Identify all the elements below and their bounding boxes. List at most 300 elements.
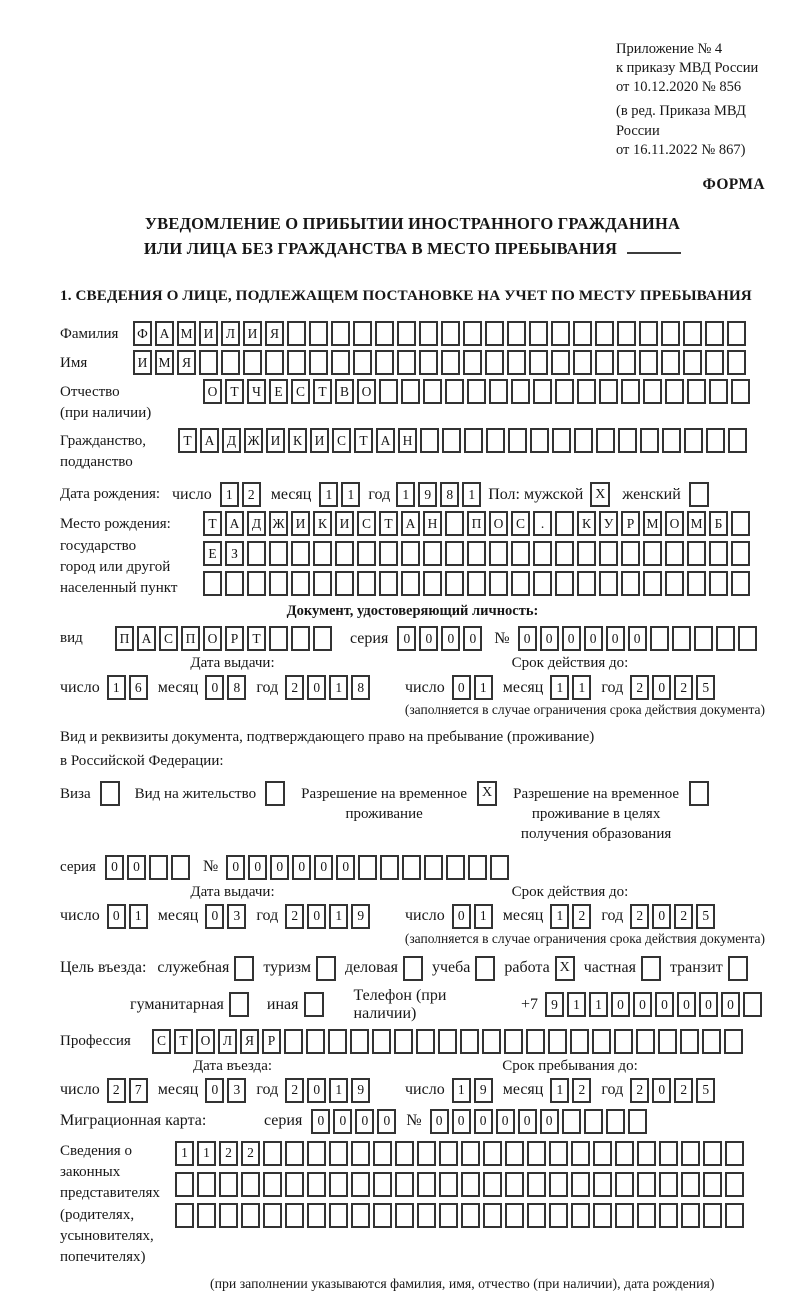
char-cell[interactable] — [549, 1172, 568, 1197]
char-cell[interactable] — [485, 321, 504, 346]
char-cell[interactable] — [175, 1172, 194, 1197]
purpose-work-checkbox[interactable]: X — [555, 956, 575, 981]
char-cell[interactable] — [643, 379, 662, 404]
char-cell[interactable]: 2 — [674, 675, 693, 700]
char-cell[interactable]: 5 — [696, 904, 715, 929]
char-cell[interactable]: Т — [354, 428, 373, 453]
char-cell[interactable]: . — [533, 511, 552, 536]
char-cell[interactable]: 1 — [129, 904, 148, 929]
char-cell[interactable] — [599, 379, 618, 404]
char-cell[interactable]: 9 — [418, 482, 437, 507]
char-cell[interactable] — [467, 571, 486, 596]
char-cell[interactable]: 0 — [441, 626, 460, 651]
char-cell[interactable] — [269, 541, 288, 566]
char-cell[interactable] — [665, 541, 684, 566]
char-cell[interactable] — [681, 1141, 700, 1166]
char-cell[interactable] — [614, 1029, 633, 1054]
char-cell[interactable] — [401, 379, 420, 404]
char-cell[interactable] — [555, 379, 574, 404]
char-cell[interactable] — [380, 855, 399, 880]
char-cell[interactable]: К — [313, 511, 332, 536]
char-cell[interactable] — [375, 350, 394, 375]
char-cell[interactable] — [687, 541, 706, 566]
char-cell[interactable] — [313, 626, 332, 651]
char-cell[interactable] — [637, 1141, 656, 1166]
char-cell[interactable] — [650, 626, 669, 651]
purpose-other-checkbox[interactable] — [304, 992, 324, 1017]
char-cell[interactable]: Н — [423, 511, 442, 536]
char-cell[interactable]: 0 — [452, 904, 471, 929]
char-cell[interactable] — [353, 321, 372, 346]
char-cell[interactable] — [661, 321, 680, 346]
char-cell[interactable]: Р — [262, 1029, 281, 1054]
char-cell[interactable] — [640, 428, 659, 453]
char-cell[interactable]: И — [266, 428, 285, 453]
char-cell[interactable] — [461, 1203, 480, 1228]
char-cell[interactable]: А — [200, 428, 219, 453]
char-cell[interactable] — [530, 428, 549, 453]
char-cell[interactable]: Т — [313, 379, 332, 404]
char-cell[interactable] — [446, 855, 465, 880]
char-cell[interactable] — [505, 1141, 524, 1166]
purpose-official-checkbox[interactable] — [234, 956, 254, 981]
char-cell[interactable]: С — [159, 626, 178, 651]
char-cell[interactable] — [335, 571, 354, 596]
char-cell[interactable]: 1 — [329, 675, 348, 700]
char-cell[interactable]: 0 — [107, 904, 126, 929]
char-cell[interactable]: 2 — [107, 1078, 126, 1103]
char-cell[interactable]: 2 — [674, 904, 693, 929]
char-cell[interactable] — [171, 855, 190, 880]
char-cell[interactable]: Е — [269, 379, 288, 404]
char-cell[interactable]: 0 — [248, 855, 267, 880]
char-cell[interactable]: 1 — [567, 992, 586, 1017]
char-cell[interactable]: Т — [174, 1029, 193, 1054]
char-cell[interactable] — [573, 321, 592, 346]
char-cell[interactable] — [725, 1141, 744, 1166]
char-cell[interactable] — [511, 541, 530, 566]
char-cell[interactable]: А — [376, 428, 395, 453]
char-cell[interactable]: 2 — [285, 1078, 304, 1103]
char-cell[interactable]: 0 — [699, 992, 718, 1017]
char-cell[interactable]: С — [511, 511, 530, 536]
char-cell[interactable] — [463, 350, 482, 375]
char-cell[interactable]: С — [152, 1029, 171, 1054]
char-cell[interactable] — [307, 1141, 326, 1166]
char-cell[interactable] — [694, 626, 713, 651]
char-cell[interactable] — [508, 428, 527, 453]
char-cell[interactable] — [681, 1203, 700, 1228]
char-cell[interactable] — [329, 1172, 348, 1197]
char-cell[interactable] — [309, 321, 328, 346]
char-cell[interactable]: М — [155, 350, 174, 375]
char-cell[interactable] — [291, 541, 310, 566]
char-cell[interactable] — [372, 1029, 391, 1054]
char-cell[interactable]: 0 — [496, 1109, 515, 1134]
char-cell[interactable] — [438, 1029, 457, 1054]
char-cell[interactable] — [291, 626, 310, 651]
char-cell[interactable] — [329, 1141, 348, 1166]
char-cell[interactable] — [379, 541, 398, 566]
char-cell[interactable] — [401, 541, 420, 566]
char-cell[interactable] — [574, 428, 593, 453]
char-cell[interactable]: Р — [621, 511, 640, 536]
char-cell[interactable] — [562, 1109, 581, 1134]
char-cell[interactable] — [445, 541, 464, 566]
char-cell[interactable] — [555, 511, 574, 536]
char-cell[interactable] — [511, 571, 530, 596]
purpose-humanitarian-checkbox[interactable] — [229, 992, 249, 1017]
char-cell[interactable]: 1 — [329, 1078, 348, 1103]
char-cell[interactable] — [599, 571, 618, 596]
char-cell[interactable] — [526, 1029, 545, 1054]
char-cell[interactable]: Я — [240, 1029, 259, 1054]
char-cell[interactable]: 0 — [606, 626, 625, 651]
char-cell[interactable]: 1 — [589, 992, 608, 1017]
char-cell[interactable]: 9 — [474, 1078, 493, 1103]
char-cell[interactable]: 5 — [696, 1078, 715, 1103]
char-cell[interactable]: О — [489, 511, 508, 536]
char-cell[interactable] — [357, 541, 376, 566]
char-cell[interactable] — [593, 1203, 612, 1228]
char-cell[interactable] — [592, 1029, 611, 1054]
char-cell[interactable] — [351, 1203, 370, 1228]
char-cell[interactable] — [617, 350, 636, 375]
purpose-transit-checkbox[interactable] — [728, 956, 748, 981]
char-cell[interactable] — [549, 1141, 568, 1166]
char-cell[interactable]: О — [357, 379, 376, 404]
char-cell[interactable] — [639, 350, 658, 375]
char-cell[interactable]: А — [401, 511, 420, 536]
char-cell[interactable]: 1 — [341, 482, 360, 507]
char-cell[interactable] — [684, 428, 703, 453]
char-cell[interactable]: 0 — [652, 904, 671, 929]
char-cell[interactable] — [247, 541, 266, 566]
char-cell[interactable] — [291, 571, 310, 596]
char-cell[interactable]: 1 — [572, 675, 591, 700]
char-cell[interactable] — [507, 321, 526, 346]
char-cell[interactable] — [731, 571, 750, 596]
char-cell[interactable] — [395, 1172, 414, 1197]
char-cell[interactable] — [351, 1172, 370, 1197]
char-cell[interactable]: 1 — [319, 482, 338, 507]
char-cell[interactable]: 9 — [545, 992, 564, 1017]
char-cell[interactable] — [373, 1172, 392, 1197]
char-cell[interactable]: 0 — [127, 855, 146, 880]
char-cell[interactable]: 2 — [630, 675, 649, 700]
char-cell[interactable]: К — [288, 428, 307, 453]
char-cell[interactable] — [731, 511, 750, 536]
char-cell[interactable]: И — [243, 321, 262, 346]
char-cell[interactable] — [395, 1203, 414, 1228]
char-cell[interactable] — [511, 379, 530, 404]
char-cell[interactable]: 0 — [419, 626, 438, 651]
char-cell[interactable] — [175, 1203, 194, 1228]
char-cell[interactable] — [577, 379, 596, 404]
char-cell[interactable] — [424, 855, 443, 880]
char-cell[interactable] — [595, 321, 614, 346]
char-cell[interactable]: 2 — [241, 1141, 260, 1166]
char-cell[interactable]: П — [467, 511, 486, 536]
char-cell[interactable] — [464, 428, 483, 453]
char-cell[interactable]: 0 — [721, 992, 740, 1017]
char-cell[interactable] — [394, 1029, 413, 1054]
char-cell[interactable] — [441, 350, 460, 375]
char-cell[interactable] — [269, 571, 288, 596]
char-cell[interactable]: С — [332, 428, 351, 453]
char-cell[interactable] — [199, 350, 218, 375]
char-cell[interactable]: 8 — [440, 482, 459, 507]
char-cell[interactable] — [241, 1172, 260, 1197]
char-cell[interactable] — [599, 541, 618, 566]
char-cell[interactable] — [596, 428, 615, 453]
char-cell[interactable] — [661, 350, 680, 375]
char-cell[interactable] — [397, 321, 416, 346]
char-cell[interactable] — [573, 350, 592, 375]
char-cell[interactable]: О — [203, 626, 222, 651]
char-cell[interactable] — [419, 350, 438, 375]
char-cell[interactable] — [680, 1029, 699, 1054]
char-cell[interactable] — [552, 428, 571, 453]
char-cell[interactable]: 5 — [696, 675, 715, 700]
purpose-tourism-checkbox[interactable] — [316, 956, 336, 981]
char-cell[interactable] — [555, 541, 574, 566]
char-cell[interactable] — [687, 571, 706, 596]
char-cell[interactable]: О — [196, 1029, 215, 1054]
char-cell[interactable] — [577, 541, 596, 566]
char-cell[interactable] — [490, 855, 509, 880]
char-cell[interactable] — [219, 1203, 238, 1228]
char-cell[interactable] — [420, 428, 439, 453]
char-cell[interactable] — [659, 1141, 678, 1166]
char-cell[interactable] — [659, 1172, 678, 1197]
char-cell[interactable] — [306, 1029, 325, 1054]
char-cell[interactable]: 0 — [584, 626, 603, 651]
char-cell[interactable]: 0 — [562, 626, 581, 651]
char-cell[interactable] — [423, 541, 442, 566]
char-cell[interactable]: Д — [222, 428, 241, 453]
char-cell[interactable] — [483, 1172, 502, 1197]
char-cell[interactable] — [373, 1203, 392, 1228]
char-cell[interactable]: 0 — [205, 904, 224, 929]
char-cell[interactable] — [489, 571, 508, 596]
char-cell[interactable]: 2 — [242, 482, 261, 507]
char-cell[interactable] — [606, 1109, 625, 1134]
char-cell[interactable] — [533, 379, 552, 404]
char-cell[interactable] — [643, 541, 662, 566]
char-cell[interactable] — [555, 571, 574, 596]
char-cell[interactable]: О — [665, 511, 684, 536]
char-cell[interactable]: Ч — [247, 379, 266, 404]
char-cell[interactable] — [243, 350, 262, 375]
char-cell[interactable] — [549, 1203, 568, 1228]
char-cell[interactable] — [423, 379, 442, 404]
char-cell[interactable]: Я — [177, 350, 196, 375]
char-cell[interactable] — [439, 1172, 458, 1197]
char-cell[interactable] — [197, 1172, 216, 1197]
char-cell[interactable]: У — [599, 511, 618, 536]
char-cell[interactable]: 0 — [652, 675, 671, 700]
char-cell[interactable] — [621, 541, 640, 566]
char-cell[interactable] — [687, 379, 706, 404]
char-cell[interactable] — [705, 321, 724, 346]
char-cell[interactable] — [350, 1029, 369, 1054]
char-cell[interactable] — [551, 350, 570, 375]
char-cell[interactable] — [577, 571, 596, 596]
char-cell[interactable]: С — [357, 511, 376, 536]
char-cell[interactable] — [595, 350, 614, 375]
char-cell[interactable] — [461, 1141, 480, 1166]
char-cell[interactable]: 0 — [655, 992, 674, 1017]
char-cell[interactable]: А — [155, 321, 174, 346]
char-cell[interactable] — [593, 1172, 612, 1197]
char-cell[interactable]: З — [225, 541, 244, 566]
char-cell[interactable]: Е — [203, 541, 222, 566]
char-cell[interactable]: 3 — [227, 1078, 246, 1103]
char-cell[interactable]: Л — [218, 1029, 237, 1054]
char-cell[interactable] — [263, 1172, 282, 1197]
char-cell[interactable]: 0 — [105, 855, 124, 880]
char-cell[interactable] — [402, 855, 421, 880]
char-cell[interactable] — [658, 1029, 677, 1054]
char-cell[interactable]: М — [177, 321, 196, 346]
char-cell[interactable]: Ж — [244, 428, 263, 453]
char-cell[interactable] — [445, 511, 464, 536]
char-cell[interactable] — [593, 1141, 612, 1166]
char-cell[interactable]: 1 — [197, 1141, 216, 1166]
char-cell[interactable]: 0 — [333, 1109, 352, 1134]
char-cell[interactable] — [379, 379, 398, 404]
char-cell[interactable] — [417, 1203, 436, 1228]
char-cell[interactable]: 2 — [572, 904, 591, 929]
char-cell[interactable] — [731, 541, 750, 566]
char-cell[interactable] — [527, 1141, 546, 1166]
char-cell[interactable] — [731, 379, 750, 404]
char-cell[interactable]: К — [577, 511, 596, 536]
char-cell[interactable] — [615, 1172, 634, 1197]
char-cell[interactable] — [485, 350, 504, 375]
char-cell[interactable]: 1 — [107, 675, 126, 700]
char-cell[interactable] — [357, 571, 376, 596]
char-cell[interactable] — [313, 571, 332, 596]
char-cell[interactable] — [727, 321, 746, 346]
char-cell[interactable]: 1 — [329, 904, 348, 929]
char-cell[interactable]: М — [687, 511, 706, 536]
char-cell[interactable] — [460, 1029, 479, 1054]
char-cell[interactable] — [203, 571, 222, 596]
char-cell[interactable] — [445, 379, 464, 404]
char-cell[interactable]: 1 — [550, 675, 569, 700]
char-cell[interactable]: П — [181, 626, 200, 651]
char-cell[interactable] — [709, 379, 728, 404]
char-cell[interactable]: 2 — [285, 675, 304, 700]
char-cell[interactable] — [665, 379, 684, 404]
char-cell[interactable]: 6 — [129, 675, 148, 700]
purpose-business-checkbox[interactable] — [403, 956, 423, 981]
char-cell[interactable]: И — [199, 321, 218, 346]
char-cell[interactable]: 0 — [377, 1109, 396, 1134]
purpose-private-checkbox[interactable] — [641, 956, 661, 981]
char-cell[interactable]: Т — [203, 511, 222, 536]
char-cell[interactable] — [285, 1141, 304, 1166]
char-cell[interactable]: 9 — [351, 904, 370, 929]
char-cell[interactable]: 1 — [220, 482, 239, 507]
char-cell[interactable] — [725, 1172, 744, 1197]
char-cell[interactable] — [683, 321, 702, 346]
char-cell[interactable]: 0 — [474, 1109, 493, 1134]
char-cell[interactable] — [643, 571, 662, 596]
char-cell[interactable]: 0 — [205, 675, 224, 700]
char-cell[interactable]: 0 — [355, 1109, 374, 1134]
char-cell[interactable]: 0 — [463, 626, 482, 651]
char-cell[interactable] — [489, 541, 508, 566]
char-cell[interactable] — [247, 571, 266, 596]
char-cell[interactable] — [681, 1172, 700, 1197]
char-cell[interactable] — [416, 1029, 435, 1054]
char-cell[interactable]: 0 — [452, 1109, 471, 1134]
char-cell[interactable]: 8 — [351, 675, 370, 700]
char-cell[interactable] — [683, 350, 702, 375]
char-cell[interactable]: 2 — [572, 1078, 591, 1103]
char-cell[interactable]: 2 — [674, 1078, 693, 1103]
char-cell[interactable]: 0 — [677, 992, 696, 1017]
char-cell[interactable] — [287, 321, 306, 346]
char-cell[interactable] — [672, 626, 691, 651]
char-cell[interactable]: Л — [221, 321, 240, 346]
char-cell[interactable]: 0 — [270, 855, 289, 880]
char-cell[interactable]: 8 — [227, 675, 246, 700]
char-cell[interactable] — [709, 571, 728, 596]
char-cell[interactable]: Т — [379, 511, 398, 536]
char-cell[interactable]: 1 — [550, 904, 569, 929]
char-cell[interactable]: 0 — [205, 1078, 224, 1103]
char-cell[interactable]: 1 — [474, 675, 493, 700]
char-cell[interactable] — [527, 1172, 546, 1197]
char-cell[interactable]: 0 — [652, 1078, 671, 1103]
char-cell[interactable]: А — [137, 626, 156, 651]
char-cell[interactable] — [637, 1172, 656, 1197]
char-cell[interactable] — [417, 1141, 436, 1166]
char-cell[interactable]: 0 — [611, 992, 630, 1017]
char-cell[interactable] — [287, 350, 306, 375]
char-cell[interactable] — [265, 350, 284, 375]
char-cell[interactable]: 0 — [430, 1109, 449, 1134]
char-cell[interactable]: Д — [247, 511, 266, 536]
char-cell[interactable]: 1 — [396, 482, 415, 507]
char-cell[interactable]: И — [310, 428, 329, 453]
char-cell[interactable] — [505, 1203, 524, 1228]
char-cell[interactable]: В — [335, 379, 354, 404]
char-cell[interactable] — [505, 1172, 524, 1197]
char-cell[interactable] — [533, 541, 552, 566]
char-cell[interactable] — [709, 541, 728, 566]
char-cell[interactable] — [309, 350, 328, 375]
char-cell[interactable]: 1 — [474, 904, 493, 929]
char-cell[interactable] — [331, 350, 350, 375]
char-cell[interactable] — [703, 1172, 722, 1197]
char-cell[interactable] — [725, 1203, 744, 1228]
char-cell[interactable] — [639, 321, 658, 346]
char-cell[interactable]: 0 — [336, 855, 355, 880]
char-cell[interactable]: 0 — [540, 626, 559, 651]
char-cell[interactable] — [618, 428, 637, 453]
char-cell[interactable]: Б — [709, 511, 728, 536]
char-cell[interactable] — [743, 992, 762, 1017]
char-cell[interactable] — [615, 1141, 634, 1166]
char-cell[interactable] — [373, 1141, 392, 1166]
purpose-study-checkbox[interactable] — [475, 956, 495, 981]
char-cell[interactable] — [329, 1203, 348, 1228]
